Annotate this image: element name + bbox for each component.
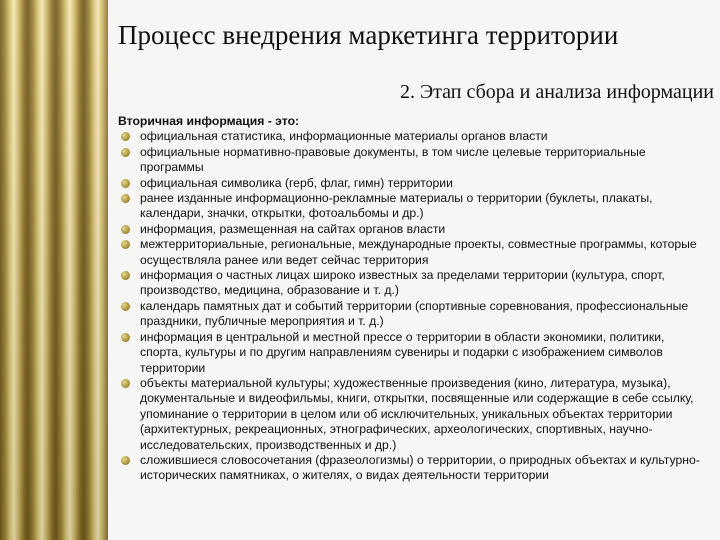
list-item-text: календарь памятных дат и событий территории (спортивные соревнования, профессиональные праздники, публичные мероприятия и т. д.)	[140, 298, 689, 329]
list-heading: Вторичная информация - это:	[118, 114, 300, 128]
list-item	[118, 299, 708, 330]
bullet-icon	[121, 271, 130, 280]
decorative-gold-stripe-panel	[0, 0, 108, 540]
bullet-list	[118, 129, 708, 483]
slide-content	[118, 114, 708, 484]
list-item-text: межтерриториальные, региональные, международные проекты, совместные программы, которые осуществляла ранее или ведет сейчас территория	[140, 237, 697, 267]
bullet-icon	[121, 333, 130, 342]
bullet-icon	[121, 132, 130, 141]
list-item-text: информация, размещенная на сайтах органов власти	[140, 221, 446, 236]
bullet-icon	[121, 194, 130, 203]
list-item-text: информация о частных лицах широко известных за пределами территории (культура, спорт, производство, медицина, образование и т. д.)	[140, 268, 665, 298]
list-item	[118, 376, 708, 453]
bullet-icon	[121, 225, 130, 234]
list-item	[118, 453, 708, 484]
bullet-icon	[121, 179, 130, 188]
list-item	[118, 145, 708, 176]
list-item	[118, 268, 708, 299]
list-item-text: ранее изданные информационно-рекламные материалы о территории (буклеты, плакаты, календари, значки, открытки, фотоальбомы и др.)	[140, 191, 653, 221]
bullet-icon	[121, 302, 130, 311]
bullet-icon	[121, 240, 130, 249]
list-item-text: сложившиеся словосочетания (фразеологизмы) о территории, о природных объектах и культурно-исторических памятниках, о жителях, о видах деятельности территории	[140, 452, 700, 483]
list-item	[118, 176, 708, 191]
list-item	[118, 330, 708, 376]
list-item-text: официальная символика (герб, флаг, гимн) территории	[140, 175, 453, 190]
list-item	[118, 191, 708, 222]
list-item-text: официальные нормативно-правовые документы, в том числе целевые территориальные программы	[140, 144, 646, 175]
bullet-icon	[121, 456, 130, 465]
slide-title: Процесс внедрения маркетинга территории	[118, 20, 619, 50]
list-item-text: информация в центральной и местной прессе о территории в области экономики, политики, спорта, культуры и по другим направлениям сувениры и подарки с изображением символов территории	[140, 329, 665, 375]
bullet-icon	[121, 148, 130, 157]
list-item	[118, 237, 708, 268]
slide-subtitle: 2. Этап сбора и анализа информации	[399, 81, 714, 103]
list-item-text: объекты материальной культуры; художественные произведения (кино, литература, музыка), документальные и видеофильмы, книги, открытки, посвященные или содержащие в себе ссылку, упоминание о территории в целом или об исключительных, уникальных объектах территории (архитектурных, рекреационных, этнографических, археологических, спортивных, научно-исследовательских, производственных и др.)	[140, 375, 694, 452]
list-item	[118, 129, 708, 144]
list-item-text: официальная статистика, информационные материалы органов власти	[140, 129, 548, 144]
bullet-icon	[121, 379, 130, 388]
list-item	[118, 222, 708, 237]
